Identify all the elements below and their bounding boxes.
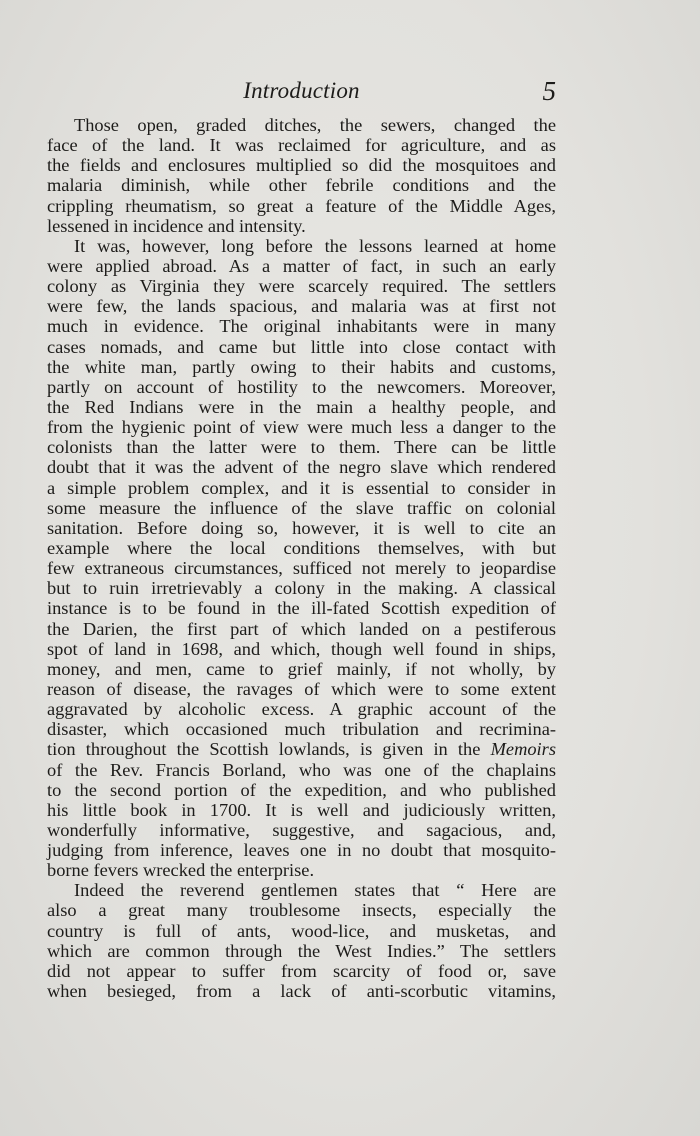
- text-line: borne fevers wrecked the enterprise.: [47, 860, 315, 881]
- text-line: to the second portion of the expedition, and who published: [47, 779, 556, 800]
- text-line: disaster, which occasioned much tribulation and recrimina-: [47, 719, 556, 740]
- text-line: wonderfully informative, suggestive, and sagacious, and,: [47, 819, 556, 840]
- text-line: were few, the lands spacious, and malaria was at first not: [47, 296, 556, 317]
- text-line: which are common through the West Indies.” The settlers: [47, 940, 556, 961]
- text-line: but to ruin irretrievably a colony in the making. A classical: [47, 578, 556, 599]
- text-line: lessened in incidence and intensity.: [47, 215, 306, 236]
- text-line: partly on account of hostility to the newcomers. Moreover,: [47, 376, 556, 397]
- text-line: crippling rheumatism, so great a feature of the Middle Ages,: [47, 195, 556, 216]
- text-line: much in evidence. The original inhabitants were in many: [47, 316, 556, 337]
- text-line: cases nomads, and came but little into close contact with: [47, 336, 556, 357]
- text-line: instance is to be found in the ill-fated Scottish expedition of: [47, 598, 556, 619]
- text-line: sanitation. Before doing so, however, it is well to cite an: [47, 517, 556, 538]
- body-text: [47, 115, 556, 1001]
- italic-title-memoirs: Memoirs: [490, 739, 556, 760]
- text-line: Indeed the reverend gentlemen states that “ Here are: [74, 880, 556, 901]
- text-line: the fields and enclosures multiplied so did the mosquitoes and: [47, 155, 556, 176]
- text-line: country is full of ants, wood-lice, and musketas, and: [47, 920, 556, 941]
- text-line: face of the land. It was reclaimed for agriculture, and as: [47, 135, 556, 156]
- text-line: a simple problem complex, and it is essential to consider in: [47, 477, 556, 498]
- page-number: 5: [542, 76, 556, 106]
- text-line: aggravated by alcoholic excess. A graphic account of the: [47, 699, 556, 720]
- text-line: from the hygienic point of view were much less a danger to the: [47, 417, 556, 438]
- text-line: It was, however, long before the lessons learned at home: [74, 235, 556, 256]
- text-line: were applied abroad. As a matter of fact, in such an early: [47, 255, 556, 276]
- text-line: colony as Virginia they were scarcely required. The settlers: [47, 276, 556, 297]
- text-line: colonists than the latter were to them. There can be little: [47, 437, 556, 458]
- text-line: malaria diminish, while other febrile conditions and the: [47, 175, 556, 196]
- text-line: judging from inference, leaves one in no doubt that mosquito-: [47, 840, 556, 861]
- text-line: the white man, partly owing to their habits and customs,: [47, 356, 556, 377]
- text-line: also a great many troublesome insects, especially the: [47, 900, 556, 921]
- text-line: his little book in 1700. It is well and judiciously written,: [47, 799, 556, 820]
- text-line: doubt that it was the advent of the negro slave which rendered: [47, 457, 556, 478]
- running-title: Introduction: [243, 78, 360, 103]
- text-line: reason of disease, the ravages of which were to some extent: [47, 678, 556, 699]
- text-line: some measure the influence of the slave traffic on colonial: [47, 497, 556, 518]
- text-line: when besieged, from a lack of anti-scorbutic vitamins,: [47, 981, 556, 1002]
- text-line-with-italic: [47, 739, 556, 759]
- text-line-fragment: tion throughout the Scottish lowlands, is given in the: [47, 739, 481, 760]
- text-line: Those open, graded ditches, the sewers, changed the: [74, 115, 556, 135]
- text-line: example where the local conditions themselves, with but: [47, 537, 556, 558]
- text-line: the Red Indians were in the main a healthy people, and: [47, 396, 556, 417]
- running-header: [47, 76, 556, 108]
- text-line: money, and men, came to grief mainly, if not wholly, by: [47, 658, 556, 679]
- text-line: of the Rev. Francis Borland, who was one of the chaplains: [47, 759, 556, 780]
- text-line: spot of land in 1698, and which, though well found in ships,: [47, 638, 556, 659]
- text-line: the Darien, the first part of which landed on a pestiferous: [47, 618, 556, 639]
- text-line: did not appear to suffer from scarcity of food or, save: [47, 960, 556, 981]
- text-line: few extraneous circumstances, sufficed not merely to jeopardise: [47, 558, 556, 579]
